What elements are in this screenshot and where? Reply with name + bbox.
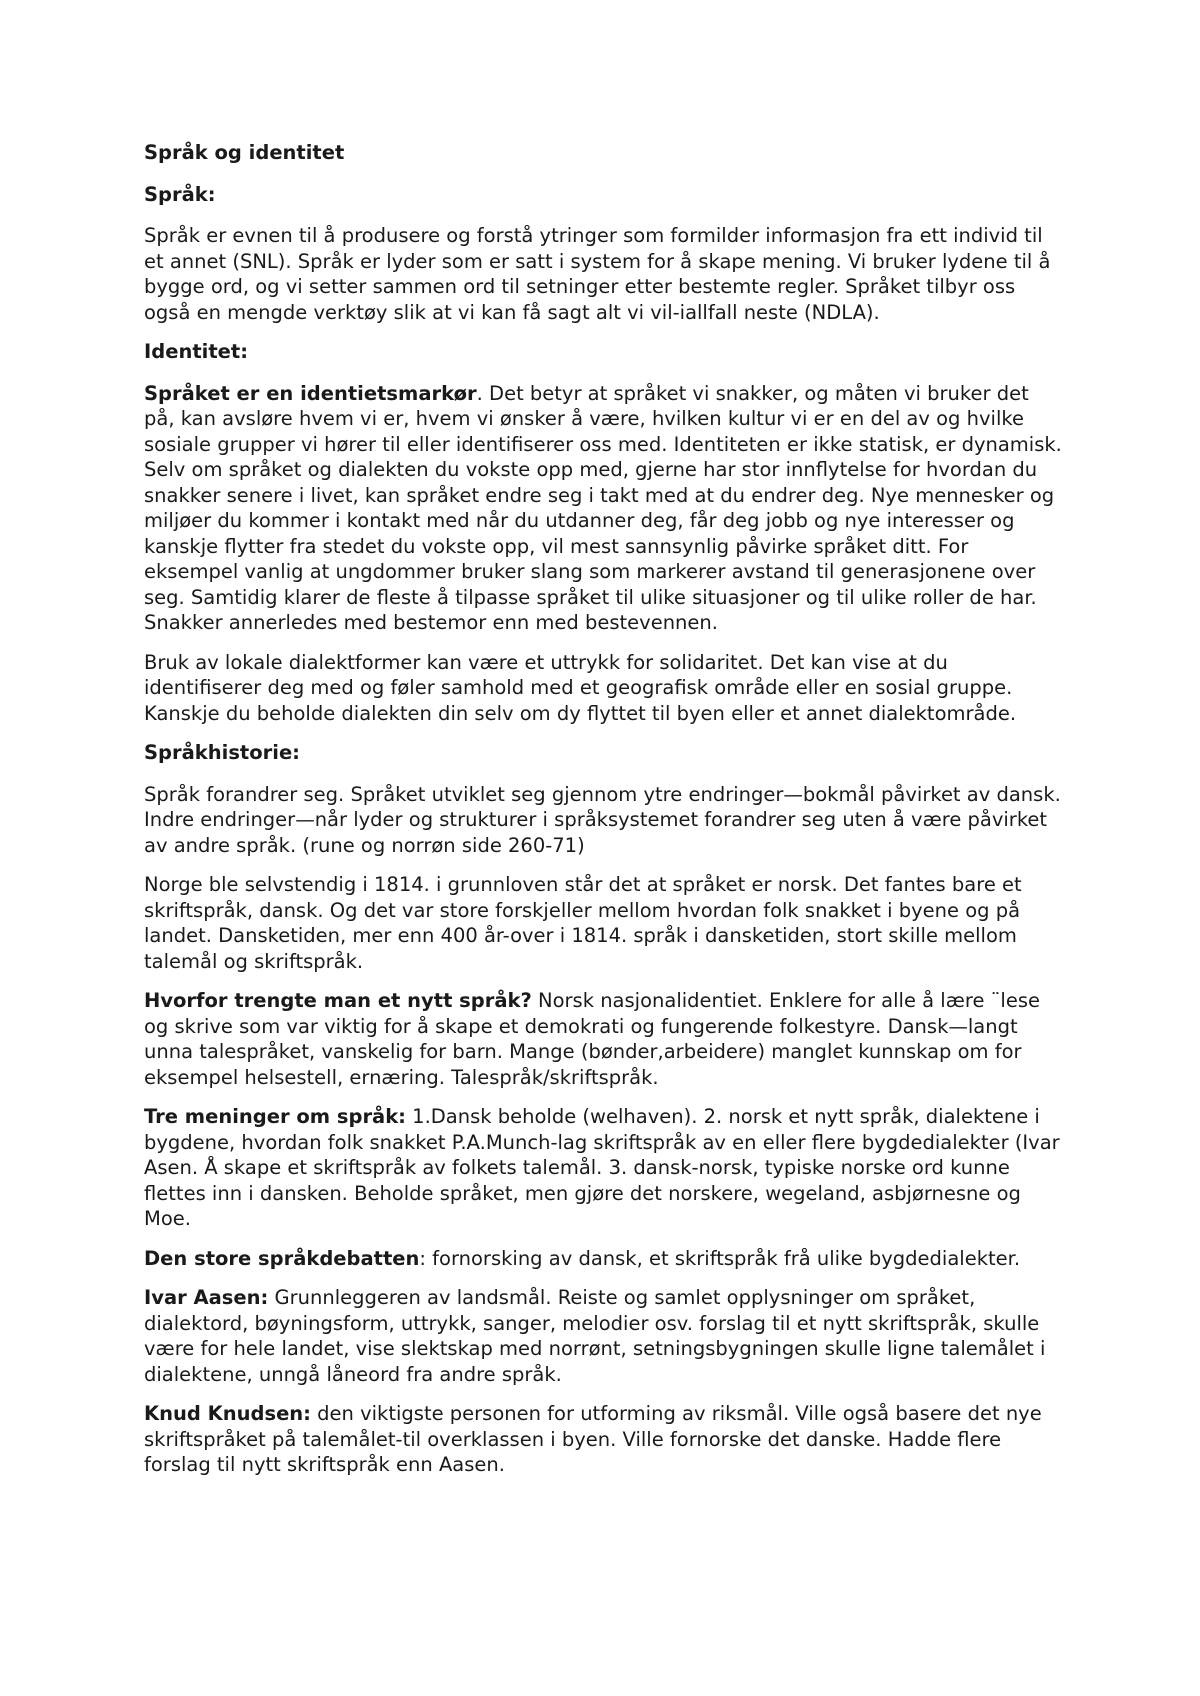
text-tre-meninger: 1.Dansk beholde (welhaven). 2. norsk et nytt språk, dialektene i bygdene, hvordan folk snakket P.A.Munch-lag skriftspråk av en eller flere bygdedialekter (Ivar Asen. Å skape et skriftspråk av folkets talemål. 3. dansk-norsk, typiske norske ord kunne flettes inn i dansken. Beholde språket, men gjøre det norskere, wegeland, asbjørnesne og Moe.: [144, 1105, 1060, 1230]
text-store-sprakdebatten: : fornorsking av dansk, et skriftspråk frå ulike bygdedialekter.: [419, 1246, 1021, 1270]
paragraph-knud-knudsen: [144, 1401, 1064, 1478]
paragraph-ivar-aasen: [144, 1285, 1064, 1387]
paragraph-store-sprakdebatten: [144, 1246, 1064, 1272]
text-knud-knudsen: den viktigste personen for utforming av riksmål. Ville også basere det nye skriftspråket på talemålet-til overklassen i byen. Ville fornorske det danske. Hadde flere forslag til nytt skriftspråk enn Aasen.: [144, 1402, 1042, 1476]
lead-hvorfor-nytt-sprak: Hvorfor trengte man et nytt språk?: [144, 989, 532, 1012]
paragraph-hvorfor-nytt-sprak: [144, 988, 1064, 1090]
paragraph-tre-meninger: [144, 1104, 1064, 1232]
heading-identitet: Identitet:: [144, 340, 248, 363]
lead-ivar-aasen: Ivar Aasen:: [144, 1286, 269, 1309]
lead-tre-meninger: Tre meninger om språk:: [144, 1105, 406, 1128]
lead-identitetsmarkor: Språket er en identietsmarkør: [144, 381, 477, 405]
text-identitetsmarkor: . Det betyr at språket vi snakker, og måten vi bruker det på, kan avsløre hvem vi er, hvem vi ønsker å være, hvilken kultur vi er en del av og hvilke sosiale grupper vi hører til eller identifiserer oss med. Identiteten er ikke statisk, er dynamisk. Selv om språket og dialekten du vokste opp med, gjerne har stor innflytelse for hvordan du snakker senere i livet, kan språket endre seg i takt med at du endrer deg. Nye mennesker og miljøer du kommer i kontakt med når du utdanner deg, får deg jobb og nye interesser og kanskje flytter fra stedet du vokste opp, vil mest sannsynlig påvirke språket ditt. For eksempel vanlig at ungdommer bruker slang som markerer avstand til generasjonene over seg. Samtidig klarer de fleste å tilpasse språket til ulike situasjoner og til ulike roller de har. Snakker annerledes med bestemor enn med bestevennen.: [144, 381, 1062, 634]
paragraph-sprak-definition: Språk er evnen til å produsere og forstå ytringer som formilder informasjon fra ett individ til et annet (SNL). Språk er lyder som er satt i system for å skape mening. Vi bruker lydene til å bygge ord, og vi setter sammen ord til setninger etter bestemte regler. Språket tilbyr oss også en mengde verktøy slik at vi kan få sagt alt vi vil-iallfall neste (NDLA).: [144, 224, 1051, 324]
paragraph-dialekt-solidaritet: Bruk av lokale dialektformer kan være et uttrykk for solidaritet. Det kan vise at du identifiserer deg med og føler samhold med et geografisk område eller en sosial gruppe. Kanskje du beholde dialekten din selv om dy flyttet til byen eller et annet dialektområde.: [144, 650, 1017, 725]
heading-sprakhistorie: Språkhistorie:: [144, 741, 300, 764]
paragraph-sprak-forandrer: Språk forandrer seg. Språket utviklet seg gjennom ytre endringer—bokmål påvirket av dansk. Indre endringer—når lyder og strukturer i språksystemet forandrer seg uten å være påvirket av andre språk. (rune og norrøn side 260-71): [144, 782, 1061, 857]
lead-knud-knudsen: Knud Knudsen:: [144, 1402, 311, 1425]
text-ivar-aasen: Grunnleggeren av landsmål. Reiste og samlet opplysninger om språket, dialektord, bøyningsform, uttrykk, sanger, melodier osv. forslag til et nytt skriftspråk, skulle være for hele landet, vise slektskap med norrønt, setningsbygningen skulle ligne talemålet i dialektene, unngå låneord fra andre språk.: [144, 1286, 1046, 1386]
heading-sprak: Språk:: [144, 182, 216, 206]
paragraph-identitet-marker: [144, 381, 1064, 636]
lead-store-sprakdebatten: Den store språkdebatten: [144, 1246, 420, 1270]
document-page: [144, 140, 1064, 1492]
text-hvorfor-nytt-sprak: Norsk nasjonalidentiet. Enklere for alle å lære ¨lese og skrive som var viktig for å skape et demokrati og fungerende folkestyre. Dansk—langt unna talespråket, vanskelig for barn. Mange (bønder,arbeidere) manglet kunnskap om for eksempel helsestell, ernæring. Talespråk/skriftspråk.: [144, 989, 1040, 1089]
paragraph-norge-1814: Norge ble selvstendig i 1814. i grunnloven står det at språket er norsk. Det fantes bare et skriftspråk, dansk. Og det var store forskjeller mellom hvordan folk snakket i byene og på landet. Dansketiden, mer enn 400 år-over i 1814. språk i dansketiden, stort skille mellom talemål og skriftspråk.: [144, 873, 1022, 973]
document-title: Språk og identitet: [144, 141, 345, 164]
